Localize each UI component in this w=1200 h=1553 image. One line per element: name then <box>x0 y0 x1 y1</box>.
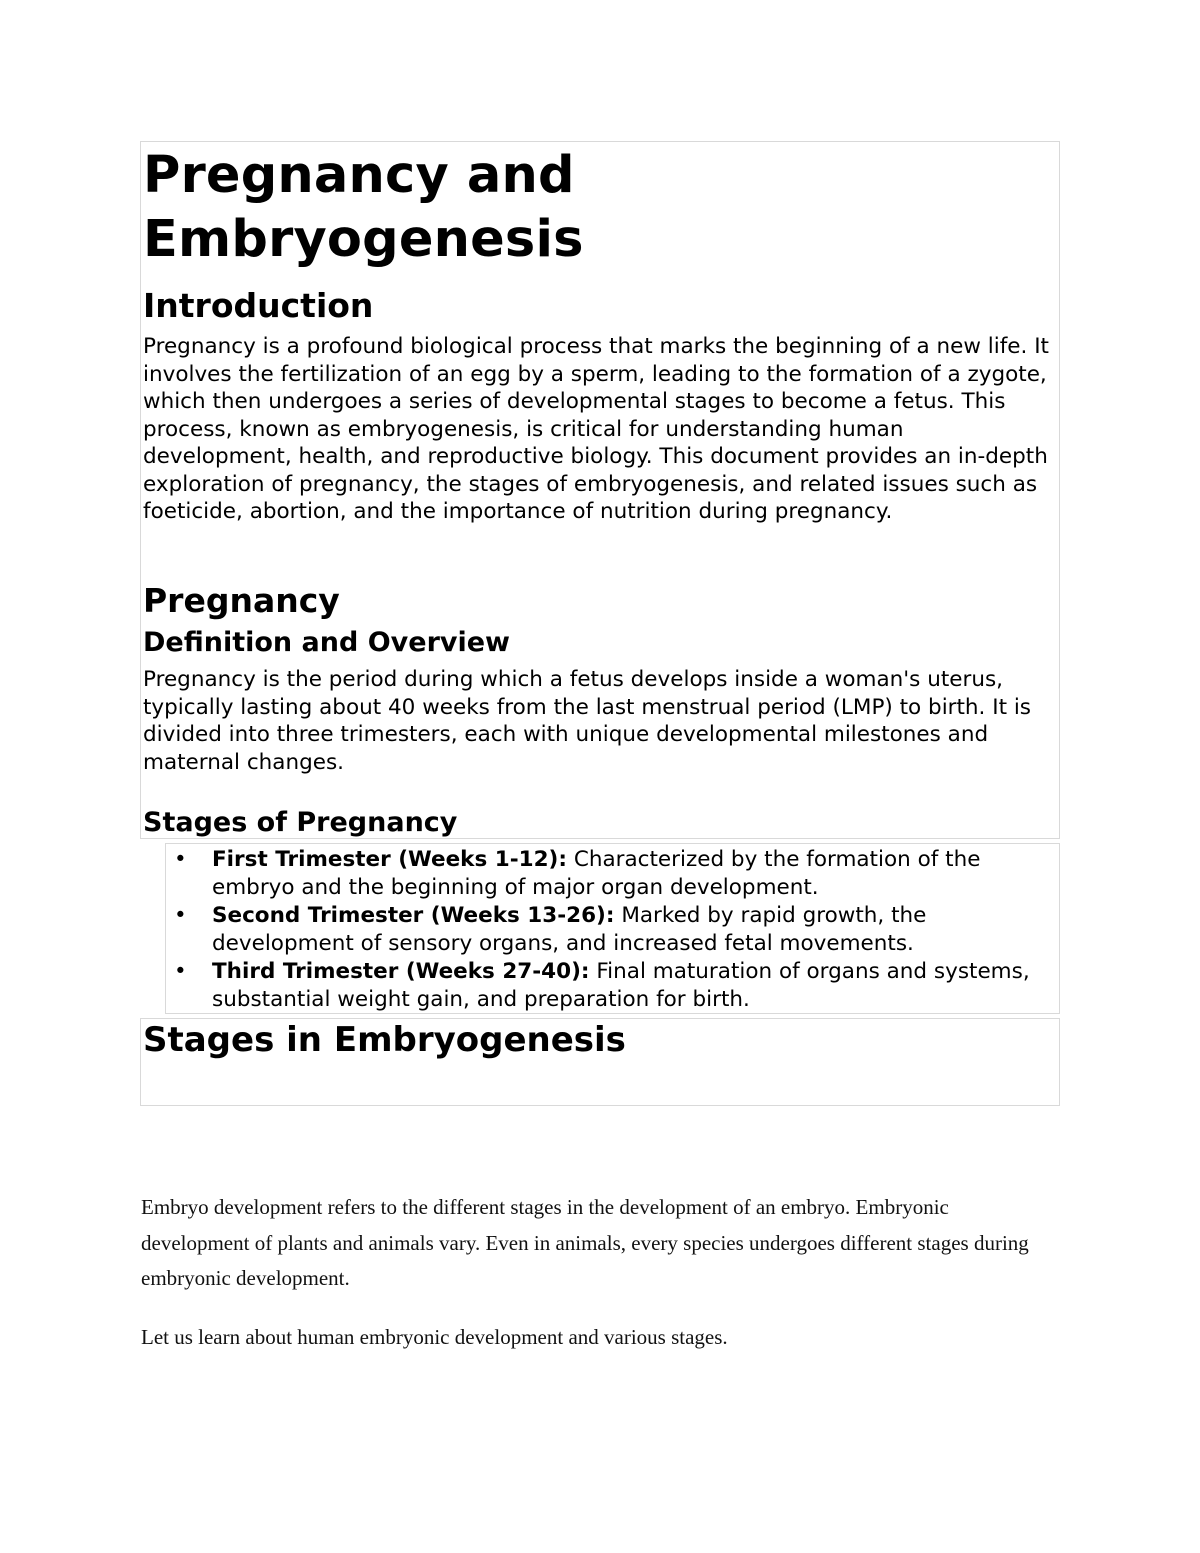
trimester-list <box>168 846 1058 1014</box>
document-title <box>143 144 584 272</box>
human-development-paragraph: Let us learn about human embryonic development and various stages. <box>141 1325 728 1349</box>
pregnancy-heading: Pregnancy <box>143 581 340 620</box>
introduction-heading: Introduction <box>143 286 374 325</box>
bullet-icon: • <box>174 959 187 984</box>
embryo-development-paragraph: Embryo development refers to the different stages in the development of an embryo. Embryonic development of plants and animals vary. Even in animals, every species undergoes different stages during embryonic development. <box>141 1195 1029 1290</box>
bullet-icon: • <box>174 847 187 872</box>
list-item <box>168 958 1058 1014</box>
list-item <box>168 902 1058 958</box>
bullet-icon: • <box>174 903 187 928</box>
list-item-text: Final maturation of organs and systems, substantial weight gain, and preparation for birth. <box>212 959 1030 1012</box>
stages-of-pregnancy-heading: Stages of Pregnancy <box>143 807 458 838</box>
document-title-line1: Pregnancy and <box>143 146 575 205</box>
embryogenesis-heading: Stages in Embryogenesis <box>143 1020 626 1060</box>
list-item-text: Characterized by the formation of the embryo and the beginning of major organ development. <box>212 847 981 900</box>
definition-paragraph: Pregnancy is the period during which a fetus develops inside a woman's uterus, typically lasting about 40 weeks from the last menstrual period (LMP) to birth. It is divided into three trimesters, each with unique developmental milestones and maternal changes. <box>143 667 1032 775</box>
list-item-term: First Trimester (Weeks 1-12): <box>212 847 567 872</box>
list-item-term: Second Trimester (Weeks 13-26): <box>212 903 615 928</box>
introduction-paragraph: Pregnancy is a profound biological process that marks the beginning of a new life. It involves the fertilization of an egg by a sperm, leading to the formation of a zygote, which then undergoes a series of developmental stages to become a fetus. This process, known as embryogenesis, is critical for understanding human development, health, and reproductive biology. This document provides an in-depth exploration of pregnancy, the stages of embryogenesis, and related issues such as foeticide, abortion, and the importance of nutrition during pregnancy. <box>143 334 1049 524</box>
list-item-term: Third Trimester (Weeks 27-40): <box>212 959 590 984</box>
list-item <box>168 846 1058 902</box>
definition-heading: Definition and Overview <box>143 627 511 658</box>
document-title-line2: Embryogenesis <box>143 210 584 269</box>
list-item-text: Marked by rapid growth, the development of sensory organs, and increased fetal movements. <box>212 903 927 956</box>
